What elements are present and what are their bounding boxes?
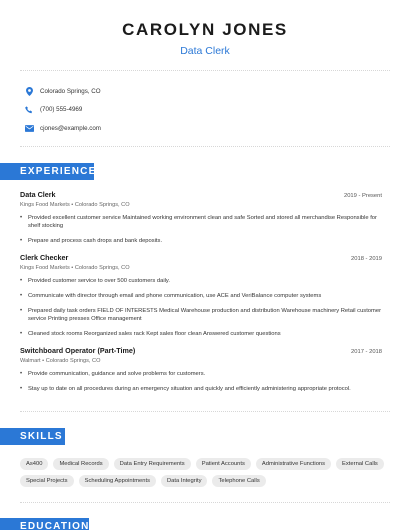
map-pin-icon <box>20 87 38 96</box>
job-entry <box>20 190 382 252</box>
job-company: Kings Food Markets <box>20 265 70 271</box>
job-bullet: • Provided customer service to over 500 customers daily. <box>20 277 382 285</box>
skill-chip: Data Integrity <box>161 475 207 487</box>
location-text: Colorado Springs, CO <box>40 87 101 95</box>
job-meta: Kings Food Markets • Colorado Springs, CO <box>20 202 130 208</box>
job-bullets <box>20 277 382 338</box>
divider <box>20 411 390 412</box>
job-bullet: • Prepare and process cash drops and bank deposits. <box>20 237 382 245</box>
job-title-heading: Data Clerk <box>180 45 230 57</box>
job-bullet: • Cleaned stock rooms Reorganized sales rack Kept sales floor clean Answered customer questions <box>20 330 382 338</box>
email-text: cjones@example.com <box>40 124 101 132</box>
skill-chip: Data Entry Requirements <box>114 458 191 470</box>
resume-header <box>0 0 410 57</box>
job-bullets <box>20 370 382 393</box>
job-entry <box>20 253 382 345</box>
job-meta: Kings Food Markets • Colorado Springs, CO <box>20 265 130 271</box>
envelope-icon <box>20 125 38 132</box>
job-meta: Walmart • Colorado Springs, CO <box>20 358 101 364</box>
job-title: Data Clerk <box>20 190 56 199</box>
job-location: Colorado Springs, CO <box>45 358 101 364</box>
phone-text: (700) 555-4969 <box>40 106 83 113</box>
skill-chip: External Calls <box>336 458 384 470</box>
job-bullet: • Prepared daily task orders FIELD OF INTERESTS Medical Warehouse production and distribution Warehouse machinery Retail customer service Printing presses Office management <box>20 307 382 323</box>
divider <box>20 146 390 147</box>
contact-location <box>20 82 101 100</box>
skill-chip: Administrative Functions <box>256 458 331 470</box>
job-title: Switchboard Operator (Part-Time) <box>20 346 136 355</box>
skill-chip: Special Projects <box>20 475 74 487</box>
skill-chip: Scheduling Appointments <box>79 475 156 487</box>
contact-list <box>20 82 101 138</box>
skills-heading: SKILLS <box>0 428 65 445</box>
job-dates: 2018 - 2019 <box>351 256 382 262</box>
job-entry <box>20 346 382 400</box>
job-location: Colorado Springs, CO <box>74 202 130 208</box>
contact-email <box>20 119 101 137</box>
job-title: Clerk Checker <box>20 253 69 262</box>
experience-heading: EXPERIENCE <box>0 163 94 180</box>
job-company: Walmart <box>20 358 41 364</box>
skill-chip: As400 <box>20 458 48 470</box>
job-bullets <box>20 214 382 245</box>
skill-chip: Medical Records <box>53 458 108 470</box>
phone-icon <box>20 106 38 114</box>
job-bullet: • Stay up to date on all procedures during an emergency situation and quickly and efficiently administering appropriate protocol. <box>20 385 382 393</box>
divider <box>20 70 390 71</box>
job-location: Colorado Springs, CO <box>74 265 130 271</box>
skills-list <box>20 458 390 487</box>
divider <box>20 502 390 503</box>
job-bullet: • Provide communication, guidance and solve problems for customers. <box>20 370 382 378</box>
job-company: Kings Food Markets <box>20 202 70 208</box>
contact-phone <box>20 101 101 119</box>
job-bullet: • Communicate with director through email and phone communication, use ACE and VeriBalance computer systems <box>20 292 382 300</box>
skill-chip: Patient Accounts <box>196 458 251 470</box>
education-heading: EDUCATION <box>0 518 89 530</box>
job-bullet: • Provided excellent customer service Maintained working environment clean and safe Sorted and stored all merchandise Responsible for shelf stocking <box>20 214 382 230</box>
job-dates: 2017 - 2018 <box>351 349 382 355</box>
job-dates: 2019 - Present <box>343 193 382 199</box>
skill-chip: Telephone Calls <box>212 475 265 487</box>
candidate-name: CAROLYN JONES <box>122 20 288 39</box>
